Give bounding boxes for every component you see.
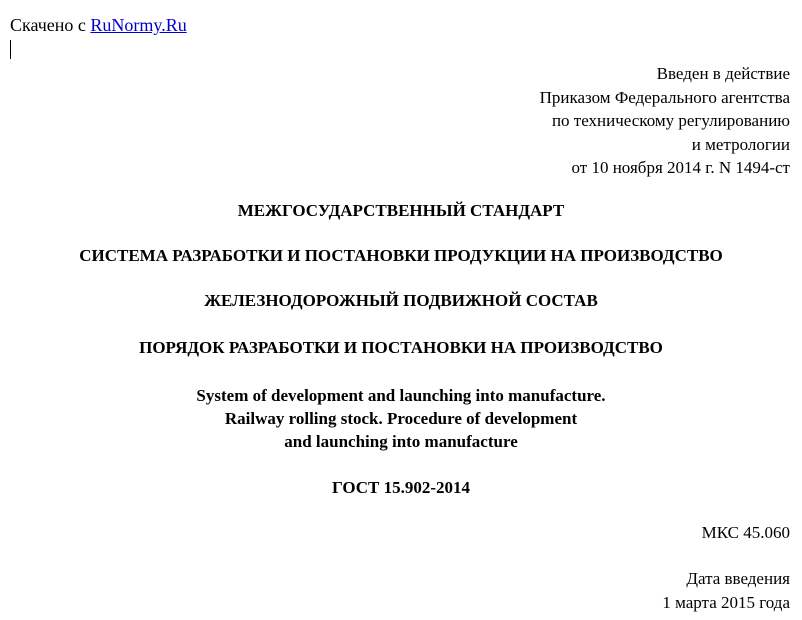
- procedure-title: ПОРЯДОК РАЗРАБОТКИ И ПОСТАНОВКИ НА ПРОИЗВОДСТВО: [139, 338, 663, 357]
- source-line: [10, 14, 187, 36]
- introduced-line: от 10 ноября 2014 г. N 1494-ст: [571, 158, 790, 177]
- mks-code: МКС 45.060: [701, 523, 790, 542]
- introduction-date-label: Дата введения: [686, 569, 790, 588]
- introduced-line: по техническому регулированию: [551, 111, 790, 130]
- introduced-by-block: [540, 62, 790, 180]
- gost-number: ГОСТ 15.902-2014: [331, 478, 471, 497]
- introduced-line: Введен в действие: [656, 64, 790, 83]
- rolling-stock-title: ЖЕЛЕЗНОДОРОЖНЫЙ ПОДВИЖНОЙ СОСТАВ: [204, 291, 598, 310]
- introduced-line: и метрологии: [691, 134, 790, 154]
- interstate-standard-heading: МЕЖГОСУДАРСТВЕННЫЙ СТАНДАРТ: [237, 201, 565, 220]
- text-cursor: [10, 40, 11, 59]
- runormy-link[interactable]: RuNormy.Ru: [90, 15, 187, 35]
- english-title-line: System of development and launching into manufacture.: [196, 386, 606, 405]
- system-title: СИСТЕМА РАЗРАБОТКИ И ПОСТАНОВКИ ПРОДУКЦИИ НА ПРОИЗВОДСТВО: [79, 246, 723, 265]
- source-prefix: Скачено с: [10, 15, 91, 35]
- introduced-line: Приказом Федерального агентства: [539, 87, 790, 107]
- english-title: [0, 384, 802, 453]
- introduction-date-block: [662, 567, 790, 614]
- english-title-line: and launching into manufacture: [284, 432, 518, 451]
- introduction-date-value: 1 марта 2015 года: [662, 592, 790, 612]
- english-title-line: Railway rolling stock. Procedure of development: [224, 409, 578, 428]
